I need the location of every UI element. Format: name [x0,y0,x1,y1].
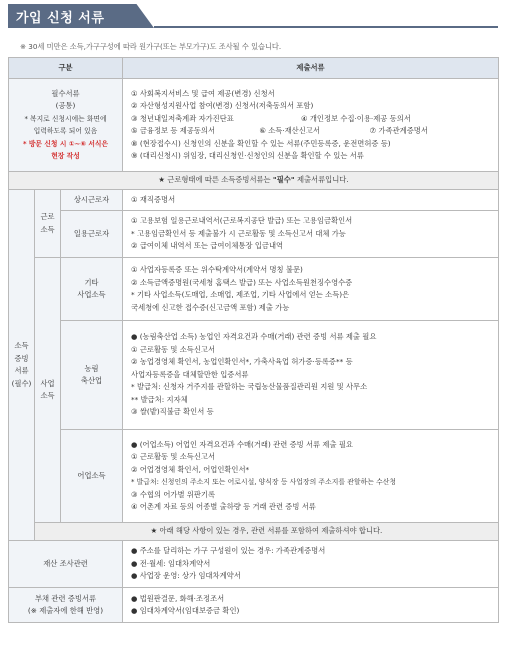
property-row [9,541,499,588]
list-item: ② 소득금액증명원(국세청 홈택스 발급) 또는 사업소득원천징수영수증 [131,277,353,287]
list-item: 사업자등록증을 대체할만한 입증서류 [131,369,249,379]
business-income-label [35,258,61,523]
list-item: ● 임대차계약서(임대보증금 확인) [131,606,240,615]
list-item-part: ⑥ 소득·재산신고서 [259,126,320,135]
other-business-label-line: 기타 [84,277,99,287]
labor-label-line: 소득 [40,224,55,234]
list-item: ② 자산형성지원사업 참여(변경) 신청서(저축동의서 포함) [131,101,314,110]
income-label-line: 서류 [14,366,29,375]
page-title: 가입 신청 서류 [16,11,105,26]
band-bold: "필수" [272,175,295,185]
list-item-part: ⑤ 금융정보 등 제공동의서 [131,126,216,135]
list-item: * 발급처: 신청인의 주소지 또는 어로시설, 양식장 등 사업장의 주소지를 관할하는 수산청 [131,478,397,486]
list-item: ② 어업경영체 확인서, 어업인확인서* [131,464,250,474]
table-header-row [9,58,499,79]
age-note: ※ 30세 미만은 소득,가구구성에 따라 원가구(또는 부모가구)도 조사될 수 있습니다. [20,42,282,51]
business-label-line: 소득 [40,391,55,400]
list-item: * 기타 사업소득(도매업, 소매업, 제조업, 기타 사업에서 얻는 소득)은 [131,290,350,299]
required-items [123,79,499,172]
title-underline [154,26,498,28]
list-item: ① 사회복지서비스 및 급여 제공(변경) 신청서 [131,88,275,98]
header-bar [0,0,506,30]
daily-worker-label: 일용근로자 [61,211,123,258]
list-item: ① 근로활동 및 소득신고서 [131,452,216,461]
band-text: 제출서류입니다. [294,175,349,185]
list-item: ② 급여이체 내역서 또는 급여이체통장 입금내역 [131,241,284,251]
income-label-line: (필수) [11,378,32,388]
required-docs-row [9,79,499,172]
property-label: 재산 조사관련 [9,541,123,588]
header-documents: 제출서류 [123,58,499,79]
debt-label-line: (※ 제출자에 한해 반영) [27,606,104,615]
list-item: ③ 수협의 어가별 위판기록 [131,489,216,499]
other-business-items [123,258,499,321]
list-item: ① 근로활동 및 소득신고서 [131,344,216,354]
documents-table [8,57,499,623]
list-item: ⑨ (대리신청시) 위임장, 대리신청인·신청인의 신분을 확인할 수 있는 서류 [131,151,364,160]
farming-label-line: 축산업 [80,376,103,385]
regular-worker-items [123,190,499,211]
list-item: ● 주소를 달리하는 가구 구성원이 있는 경우: 가족관계증명서 [131,546,326,556]
list-item: ● 법원판결문, 화해·조정조서 [131,593,225,603]
list-item-part: ⑦ 가족관계증명서 [369,126,428,135]
debt-label-line: 부채 관련 증빙서류 [34,593,97,603]
fishery-label: 어업소득 [61,430,123,523]
other-business-label [61,258,123,321]
labor-label-line: 근로 [40,212,55,221]
fishery-items [123,430,499,523]
farming-label-line: 농림 [84,363,99,373]
list-item: ● (어업소득) 어업인 자격요건과 수매(거래) 관련 증빙 서류 제출 필요 [131,439,353,449]
property-items [123,541,499,588]
debt-items [123,588,499,623]
notice-band-optional: ★ 아래 해당 사항이 있는 경우, 관련 서류를 포함하여 제출하셔야 합니다. [9,523,499,541]
farming-label [61,321,123,430]
list-item: ① 고용보험 일용근로내역서(근로복지공단 발급) 또는 고용임금확인서 [131,216,353,226]
debt-label [9,588,123,623]
required-label-red: * 방문 신청 시 ①~⑥ 서식은 [22,139,109,148]
list-item: ② 농업경영체 확인서, 농업인확인서*, 가축사육업 허가증·등록증** 등 [131,357,353,367]
regular-worker-row [9,190,499,211]
income-label-line: 소득 [14,341,29,350]
required-label [9,79,123,172]
farming-row [9,321,499,430]
income-label-line: 증빙 [14,353,29,363]
band-text: ★ 근로형태에 따른 소득증빙서류는 [158,175,273,185]
list-item: ** 발급처: 지자체 [131,394,188,404]
list-item: ● 사업장 운영: 상가 임대차계약서 [131,571,241,581]
notice-band-income [9,172,499,190]
list-item: * 고용임금확인서 등 제출불가 시 근로활동 및 소득신고서 대체 가능 [131,228,346,238]
list-item: ⑧ (현장접수시) 신청인의 신분을 확인할 수 있는 서류(주민등록증, 운전면허증 등) [131,138,391,148]
daily-worker-row [9,211,499,258]
required-label-line: 입력하도록 되어 있음 [33,127,98,135]
list-item [131,113,492,126]
list-item: ① 재직증명서 [131,194,176,204]
list-item-part: ③ 청년내일저축계좌 자가진단표 [131,113,234,123]
debt-row [9,588,499,623]
header-category: 구분 [9,58,123,79]
income-proof-label [9,190,35,541]
fishery-row [9,430,499,523]
required-label-line: (공통) [55,101,76,110]
list-item: ① 사업자등록증 또는 위수탁계약서(계약서 명칭 불문) [131,265,303,274]
business-label-line: 사업 [40,378,55,388]
required-label-line: * 복지로 신청시에는 화면에 [24,114,107,123]
required-label-red: 현장 작성 [51,152,80,160]
regular-worker-label: 상시근로자 [61,190,123,211]
list-item: ④ 어촌계 자료 등의 어종별 출하량 등 거래 관련 증빙 서류 [131,502,316,511]
daily-worker-items [123,211,499,258]
list-item: 국세청에 신고한 접수증(신고금액 포함) 제출 가능 [131,302,290,312]
other-business-label-line: 사업소득 [77,290,106,299]
farming-items [123,321,499,430]
required-label-line: 필수서류 [51,88,80,98]
list-item: * 발급처: 신청자 거주지를 관할하는 국립농산물품질관리원 지원 및 사무소 [131,382,368,392]
list-item-part: ④ 개인정보 수집·이용·제공 동의서 [301,113,411,123]
labor-income-label [35,190,61,258]
list-item [131,125,492,138]
other-business-row [9,258,499,321]
list-item: ● (농림축산업 소득) 농업인 자격요건과 수매(거래) 관련 증빙 서류 제출 필요 [131,332,377,342]
list-item: ● 전·월세: 임대차계약서 [131,558,211,568]
list-item: ③ 쌀(밭)직불금 확인서 등 [131,407,214,417]
